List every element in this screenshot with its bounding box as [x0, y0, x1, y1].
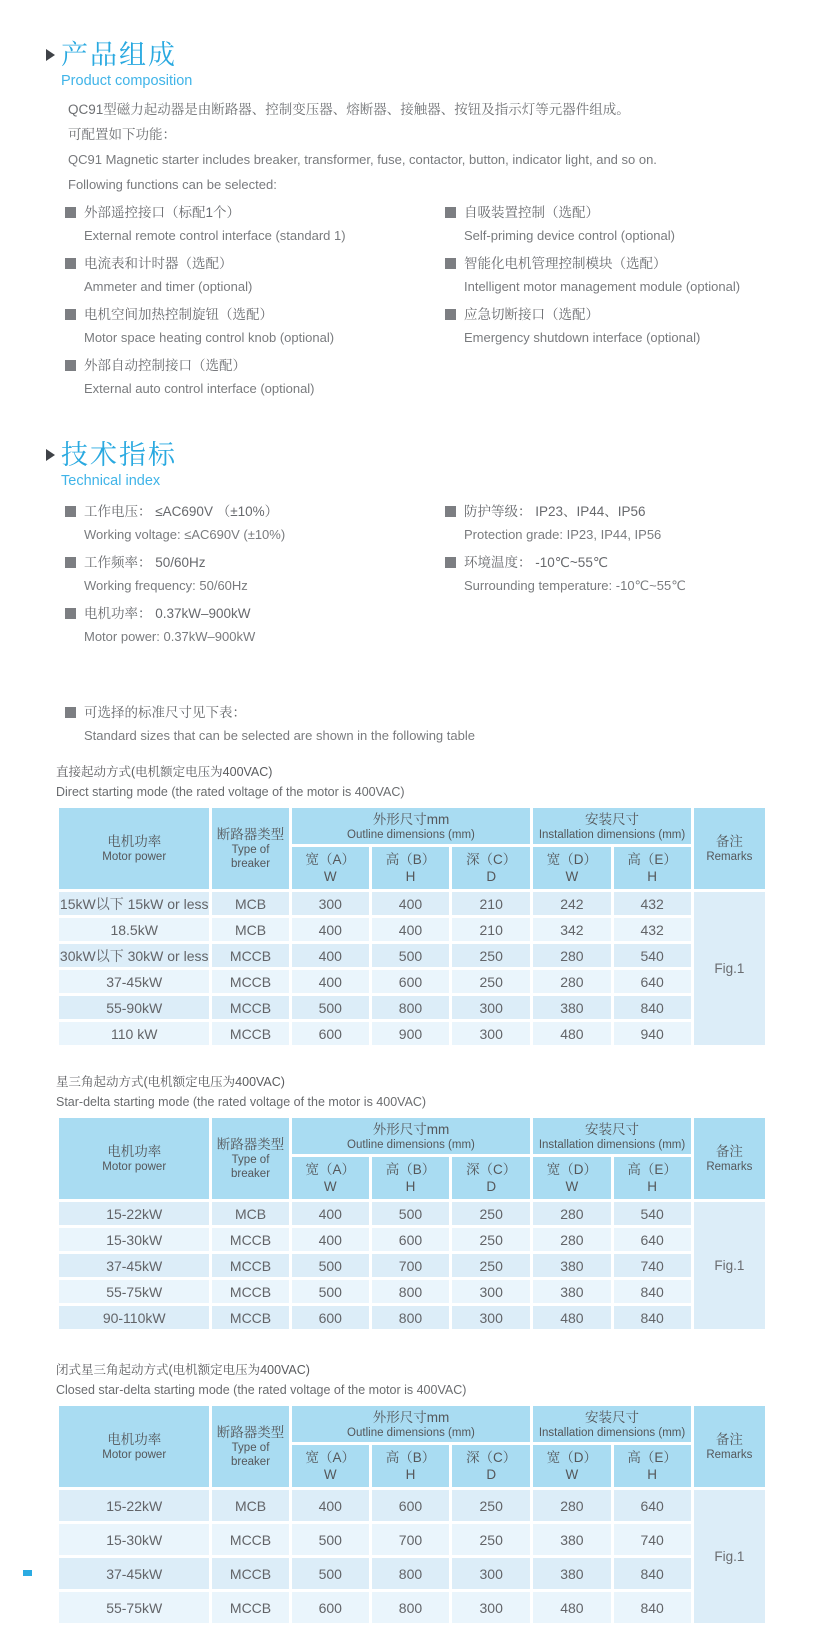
header-installation-dimensions: 安装尺寸 Installation dimensions (mm) [533, 1406, 690, 1442]
spec-label-en: Protection grade: IP23, IP44, IP56 [464, 527, 662, 542]
remark-cell: Fig.1 [694, 892, 765, 1045]
breaker-type-cell: MCB [212, 918, 288, 941]
table-title-en: Closed star-delta starting mode (the rated voltage of the motor is 400VAC) [56, 1383, 467, 1397]
spec-item [65, 501, 445, 543]
dimension-cell: 500 [292, 1280, 369, 1303]
breaker-type-cell: MCCB [212, 944, 288, 967]
dimension-cell: 840 [614, 1306, 691, 1329]
spec-column-left [65, 501, 445, 654]
dimension-cell: 250 [452, 970, 530, 993]
dimension-cell: 500 [372, 1202, 449, 1225]
table-row [59, 1228, 765, 1251]
square-bullet-icon [65, 309, 76, 320]
dimension-cell: 800 [372, 1558, 449, 1589]
feature-item [65, 304, 445, 346]
header-remarks: 备注 Remarks [694, 1406, 765, 1487]
feature-label-zh: 电流表和计时器（选配） [84, 256, 233, 271]
dimension-cell: 250 [452, 1490, 530, 1521]
section-title-zh: 技术指标 [61, 440, 177, 470]
spec-item [65, 603, 445, 645]
feature-item [445, 253, 830, 295]
motor-power-cell: 15-30kW [59, 1228, 209, 1251]
header-width-a: 宽（A） W [292, 1157, 369, 1199]
feature-label-en: Intelligent motor management module (optional) [464, 279, 741, 294]
feature-label-en: External remote control interface (standard 1) [84, 228, 346, 243]
dimension-cell: 840 [614, 1280, 691, 1303]
square-bullet-icon [445, 207, 456, 218]
spec-label-en: Working frequency: 50/60Hz [84, 578, 248, 593]
dimension-cell: 280 [533, 944, 610, 967]
composition-paragraphs [68, 102, 830, 192]
dimension-cell: 432 [614, 892, 691, 915]
header-motor-power: 电机功率 Motor power [59, 1118, 209, 1199]
spec-label-zh: 环境温度： -10℃~55℃ [464, 555, 608, 570]
breaker-type-cell: MCCB [212, 1558, 288, 1589]
square-bullet-icon [65, 258, 76, 269]
dimension-cell: 740 [614, 1254, 691, 1277]
spec-label-zh: 防护等级： IP23、IP44、IP56 [464, 504, 646, 519]
dimension-cell: 800 [372, 1280, 449, 1303]
remark-cell: Fig.1 [694, 1202, 765, 1329]
header-width-a: 宽（A） W [292, 1445, 369, 1487]
dimension-cell: 480 [533, 1592, 610, 1623]
breaker-type-cell: MCCB [212, 1280, 288, 1303]
header-installation-dimensions: 安装尺寸 Installation dimensions (mm) [533, 808, 690, 844]
table-title-en: Direct starting mode (the rated voltage of the motor is 400VAC) [56, 785, 405, 799]
dimension-cell: 400 [292, 944, 369, 967]
square-bullet-icon [65, 707, 76, 718]
dimension-cell: 250 [452, 1524, 530, 1555]
feature-column-right [445, 202, 830, 406]
table-block-direct-starting [56, 765, 768, 1048]
square-bullet-icon [445, 258, 456, 269]
header-height-e: 高（E） H [614, 1157, 691, 1199]
section-product-composition-heading [46, 40, 830, 89]
section-technical-index-heading [46, 440, 830, 489]
dimension-cell: 380 [533, 996, 610, 1019]
feature-label-en: Motor space heating control knob (optional) [84, 330, 335, 345]
dimension-cell: 600 [372, 1490, 449, 1521]
dimension-cell: 400 [292, 918, 369, 941]
spec-column-right [445, 501, 830, 654]
dimension-cell: 840 [614, 1558, 691, 1589]
table-row [59, 1202, 765, 1225]
dimension-cell: 700 [372, 1524, 449, 1555]
header-width-a: 宽（A） W [292, 847, 369, 889]
feature-label-en: Emergency shutdown interface (optional) [464, 330, 701, 345]
breaker-type-cell: MCCB [212, 1228, 288, 1251]
table-title-en: Star-delta starting mode (the rated voltage of the motor is 400VAC) [56, 1095, 427, 1109]
dimension-cell: 840 [614, 996, 691, 1019]
square-bullet-icon [65, 207, 76, 218]
feature-label-en: Ammeter and timer (optional) [84, 279, 253, 294]
header-outline-dimensions: 外形尺寸mm Outline dimensions (mm) [292, 1118, 531, 1154]
dimension-cell: 400 [292, 1490, 369, 1521]
table-row [59, 1022, 765, 1045]
table-block-star-delta [56, 1075, 768, 1332]
table-title-zh: 直接起动方式(电机额定电压为400VAC) [56, 765, 273, 779]
square-bullet-icon [65, 506, 76, 517]
spec-label-zh: 工作电压： ≤AC690V （±10%） [84, 504, 279, 519]
breaker-type-cell: MCCB [212, 970, 288, 993]
dimension-cell: 400 [372, 918, 449, 941]
table-row [59, 1592, 765, 1623]
sizes-note-zh: 可选择的标准尺寸见下表： [84, 705, 246, 720]
feature-label-zh: 应急切断接口（选配） [464, 307, 599, 322]
dimension-cell: 900 [372, 1022, 449, 1045]
spec-item [65, 552, 445, 594]
header-width-d: 宽（D） W [533, 1157, 610, 1199]
feature-label-zh: 自吸装置控制（选配） [464, 205, 599, 220]
square-bullet-icon [65, 557, 76, 568]
feature-item [65, 253, 445, 295]
feature-label-en: Self-priming device control (optional) [464, 228, 675, 243]
table-row [59, 1306, 765, 1329]
dimension-cell: 250 [452, 944, 530, 967]
feature-label-en: External auto control interface (optional) [84, 381, 315, 396]
dimension-cell: 280 [533, 1228, 610, 1251]
remark-cell: Fig.1 [694, 1490, 765, 1623]
header-breaker-type: 断路器类型 Type of breaker [212, 1118, 288, 1199]
dimension-cell: 300 [292, 892, 369, 915]
dimension-cell: 700 [372, 1254, 449, 1277]
header-installation-dimensions: 安装尺寸 Installation dimensions (mm) [533, 1118, 690, 1154]
dimension-cell: 432 [614, 918, 691, 941]
header-breaker-type: 断路器类型 Type of breaker [212, 808, 288, 889]
breaker-type-cell: MCCB [212, 1022, 288, 1045]
feature-label-zh: 智能化电机管理控制模块（选配） [464, 256, 667, 271]
dimension-cell: 250 [452, 1254, 530, 1277]
header-height-e: 高（E） H [614, 1445, 691, 1487]
dimension-cell: 380 [533, 1254, 610, 1277]
dimension-cell: 210 [452, 892, 530, 915]
paragraph-zh: 可配置如下功能： [68, 127, 176, 142]
motor-power-cell: 18.5kW [59, 918, 209, 941]
header-motor-power: 电机功率 Motor power [59, 1406, 209, 1487]
dimensions-table-star-delta [56, 1115, 768, 1332]
feature-label-zh: 外部遥控接口（标配1个） [84, 205, 241, 220]
dimension-cell: 400 [292, 1228, 369, 1251]
sizes-note [65, 702, 830, 744]
dimension-cell: 540 [614, 944, 691, 967]
motor-power-cell: 15-30kW [59, 1524, 209, 1555]
header-motor-power: 电机功率 Motor power [59, 808, 209, 889]
dimension-cell: 640 [614, 970, 691, 993]
spec-label-en: Working voltage: ≤AC690V (±10%) [84, 527, 286, 542]
dimension-cell: 300 [452, 1280, 530, 1303]
header-outline-dimensions: 外形尺寸mm Outline dimensions (mm) [292, 1406, 531, 1442]
motor-power-cell: 90-110kW [59, 1306, 209, 1329]
breaker-type-cell: MCB [212, 1490, 288, 1521]
feature-label-zh: 电机空间加热控制旋钮（选配） [84, 307, 273, 322]
dimension-cell: 380 [533, 1524, 610, 1555]
motor-power-cell: 55-90kW [59, 996, 209, 1019]
breaker-type-cell: MCCB [212, 1524, 288, 1555]
feature-item [445, 304, 830, 346]
table-row [59, 1490, 765, 1521]
dimension-cell: 800 [372, 1592, 449, 1623]
table-row [59, 1254, 765, 1277]
dimension-cell: 600 [372, 1228, 449, 1251]
header-remarks: 备注 Remarks [694, 808, 765, 889]
dimension-cell: 600 [292, 1592, 369, 1623]
header-depth-c: 深（C） D [452, 1157, 530, 1199]
dimension-cell: 600 [372, 970, 449, 993]
feature-item [65, 355, 445, 397]
page-footer-mark [23, 1570, 32, 1576]
section-title-en: Product composition [61, 73, 193, 89]
table-row [59, 918, 765, 941]
dimension-cell: 300 [452, 1022, 530, 1045]
table-title-zh: 闭式星三角起动方式(电机额定电压为400VAC) [56, 1363, 310, 1377]
header-height-e: 高（E） H [614, 847, 691, 889]
dimension-cell: 940 [614, 1022, 691, 1045]
dimension-cell: 250 [452, 1202, 530, 1225]
motor-power-cell: 15kW以下 15kW or less [59, 892, 209, 915]
dimension-cell: 500 [372, 944, 449, 967]
dimension-cell: 600 [292, 1306, 369, 1329]
dimension-cell: 640 [614, 1228, 691, 1251]
paragraph-en: QC91 Magnetic starter includes breaker, transformer, fuse, contactor, button, indicator light, and so on. [68, 152, 657, 167]
square-bullet-icon [445, 309, 456, 320]
header-depth-c: 深（C） D [452, 847, 530, 889]
motor-power-cell: 15-22kW [59, 1490, 209, 1521]
table-title-zh: 星三角起动方式(电机额定电压为400VAC) [56, 1075, 285, 1089]
motor-power-cell: 37-45kW [59, 1254, 209, 1277]
dimensions-table-direct [56, 805, 768, 1048]
header-width-d: 宽（D） W [533, 847, 610, 889]
dimension-cell: 280 [533, 970, 610, 993]
table-row [59, 970, 765, 993]
dimension-cell: 540 [614, 1202, 691, 1225]
feature-list [65, 202, 830, 406]
motor-power-cell: 55-75kW [59, 1280, 209, 1303]
spec-label-zh: 工作频率： 50/60Hz [84, 555, 206, 570]
motor-power-cell: 37-45kW [59, 970, 209, 993]
sizes-note-en: Standard sizes that can be selected are shown in the following table [84, 728, 475, 743]
feature-column-left [65, 202, 445, 406]
section-title-en: Technical index [61, 473, 161, 489]
table-row [59, 944, 765, 967]
breaker-type-cell: MCCB [212, 1592, 288, 1623]
header-height-b: 高（B） H [372, 847, 449, 889]
header-depth-c: 深（C） D [452, 1445, 530, 1487]
dimension-cell: 400 [292, 970, 369, 993]
spec-list [65, 501, 830, 654]
feature-label-zh: 外部自动控制接口（选配） [84, 358, 246, 373]
dimension-cell: 400 [372, 892, 449, 915]
breaker-type-cell: MCCB [212, 1306, 288, 1329]
feature-item [445, 202, 830, 244]
dimensions-table-closed-star-delta [56, 1403, 768, 1626]
spec-label-en: Surrounding temperature: -10℃~55℃ [464, 578, 686, 593]
breaker-type-cell: MCCB [212, 996, 288, 1019]
dimension-cell: 500 [292, 1524, 369, 1555]
motor-power-cell: 15-22kW [59, 1202, 209, 1225]
dimension-cell: 250 [452, 1228, 530, 1251]
paragraph-en: Following functions can be selected: [68, 177, 277, 192]
square-bullet-icon [445, 557, 456, 568]
dimension-cell: 500 [292, 996, 369, 1019]
dimension-cell: 342 [533, 918, 610, 941]
motor-power-cell: 55-75kW [59, 1592, 209, 1623]
header-outline-dimensions: 外形尺寸mm Outline dimensions (mm) [292, 808, 531, 844]
table-row [59, 1558, 765, 1589]
header-height-b: 高（B） H [372, 1445, 449, 1487]
dimension-cell: 300 [452, 1558, 530, 1589]
motor-power-cell: 30kW以下 30kW or less [59, 944, 209, 967]
motor-power-cell: 110 kW [59, 1022, 209, 1045]
dimension-cell: 300 [452, 1306, 530, 1329]
dimension-cell: 800 [372, 996, 449, 1019]
dimension-cell: 242 [533, 892, 610, 915]
table-row [59, 892, 765, 915]
dimension-cell: 840 [614, 1592, 691, 1623]
dimension-cell: 300 [452, 996, 530, 1019]
dimension-cell: 300 [452, 1592, 530, 1623]
spec-label-en: Motor power: 0.37kW–900kW [84, 629, 256, 644]
table-row [59, 996, 765, 1019]
dimension-cell: 600 [292, 1022, 369, 1045]
dimension-cell: 480 [533, 1022, 610, 1045]
spec-label-zh: 电机功率： 0.37kW–900kW [84, 606, 251, 621]
header-height-b: 高（B） H [372, 1157, 449, 1199]
dimension-cell: 210 [452, 918, 530, 941]
dimension-cell: 380 [533, 1280, 610, 1303]
dimension-cell: 480 [533, 1306, 610, 1329]
spec-item [445, 501, 830, 543]
dimension-cell: 500 [292, 1254, 369, 1277]
square-bullet-icon [65, 608, 76, 619]
dimension-cell: 640 [614, 1490, 691, 1521]
dimension-cell: 280 [533, 1490, 610, 1521]
dimension-cell: 500 [292, 1558, 369, 1589]
dimension-cell: 380 [533, 1558, 610, 1589]
feature-item [65, 202, 445, 244]
dimension-cell: 740 [614, 1524, 691, 1555]
header-breaker-type: 断路器类型 Type of breaker [212, 1406, 288, 1487]
breaker-type-cell: MCCB [212, 1254, 288, 1277]
table-block-closed-star-delta [56, 1363, 768, 1626]
table-row [59, 1280, 765, 1303]
square-bullet-icon [65, 360, 76, 371]
paragraph-zh: QC91型磁力起动器是由断路器、控制变压器、熔断器、接触器、按钮及指示灯等元器件组成。 [68, 102, 630, 117]
triangle-bullet-icon [46, 449, 55, 461]
dimension-cell: 400 [292, 1202, 369, 1225]
dimension-cell: 280 [533, 1202, 610, 1225]
breaker-type-cell: MCB [212, 892, 288, 915]
header-width-d: 宽（D） W [533, 1445, 610, 1487]
triangle-bullet-icon [46, 49, 55, 61]
table-row [59, 1524, 765, 1555]
breaker-type-cell: MCB [212, 1202, 288, 1225]
square-bullet-icon [445, 506, 456, 517]
motor-power-cell: 37-45kW [59, 1558, 209, 1589]
dimension-cell: 800 [372, 1306, 449, 1329]
spec-item [445, 552, 830, 594]
section-title-zh: 产品组成 [61, 40, 177, 70]
header-remarks: 备注 Remarks [694, 1118, 765, 1199]
